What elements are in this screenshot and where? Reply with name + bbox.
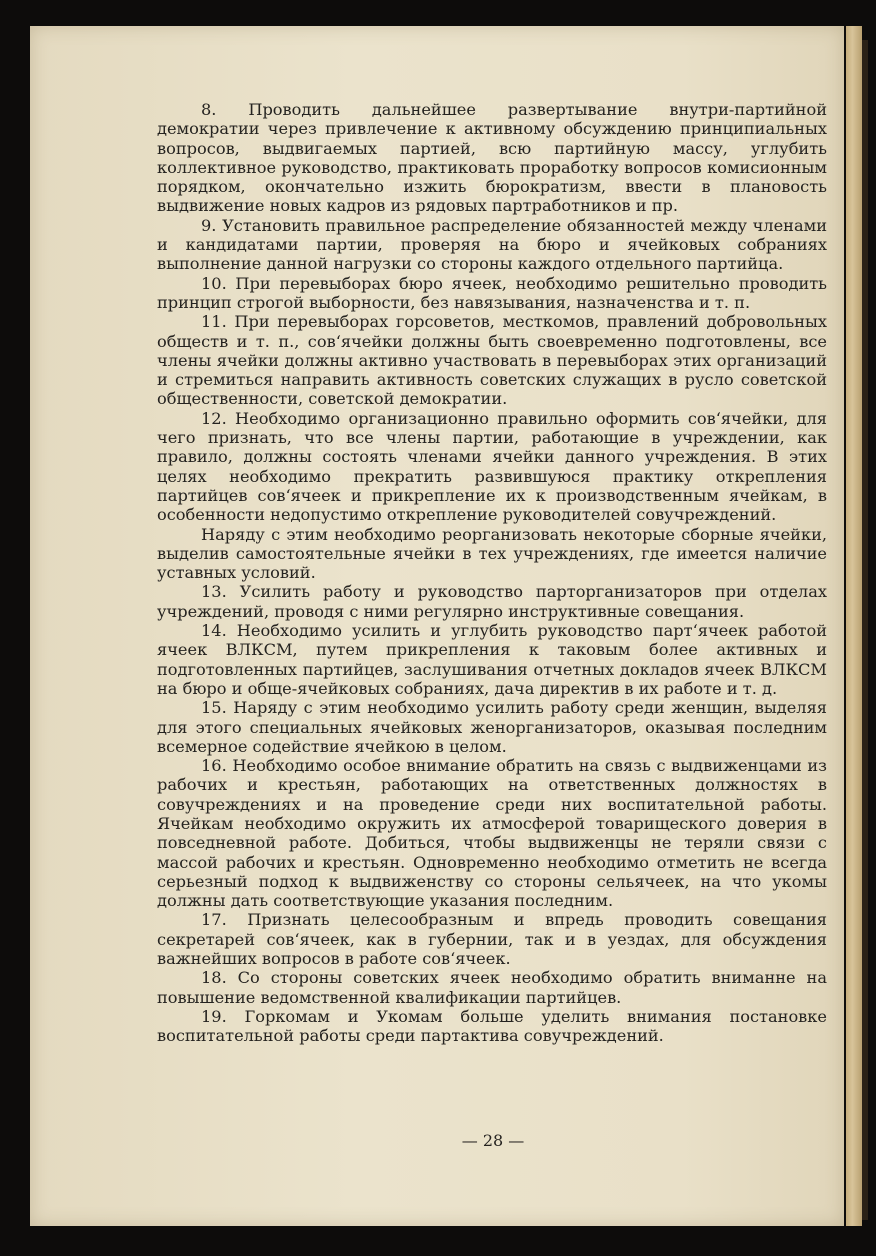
binding-shadow [862,40,868,1220]
paragraph-15: 15. Наряду с этим необходимо усилить работу среди женщин, выделяя для этого специальных ячейковых женорганизаторов, оказывая последним всемерное содействие ячейкою в целом. [157,698,827,756]
paragraph-10: 10. При перевыборах бюро ячеек, необходимо решительно проводить принцип строгой выборности, без навязывания, назначенства и т. п. [157,273,827,312]
paragraph-18: 18. Со стороны советских ячеек необходимо обратить вниманне на повышение ведомственной квалификации партийцев. [157,968,827,1007]
paragraph-12-continued: Наряду с этим необходимо реорганизовать некоторые сборные ячейки, выделив самостоятельные ячейки в тех учреждениях, где имеется наличие уставных условий. [157,524,827,583]
paragraph-17: 17. Признать целесообразным и впредь проводить совещания секретарей сов‘ячеек, как в губернии, так и в уездах, для обсуждения важнейших вопросов в работе сов‘ячеек. [157,910,827,969]
paragraph-9: 9. Установить правильное распределение обязанностей между членами и кандидатами партии, проверяя на бюро и ячейковых собраниях выполнение данной нагрузки со стороны каждого отдельного партийца. [157,215,827,274]
paragraph-12: 12. Необходимо организационно правильно оформить сов‘ячейки, для чего признать, что все члены партии, работающие в учреждении, как правило, должны состоять членами ячейки данного учреждения. В этих целях необходимо прекратить развившуюся практику открепления партийцев сов‘ячеек и прикрепление их к производственным ячейкам, в особенности недопустимо открепление руководителей совучреждений. [157,408,827,525]
page-edge [846,26,862,1226]
paragraph-19: 19. Горкомам и Укомам больше уделить внимания постановке воспитательной работы среди партактива совучреждений. [157,1006,827,1046]
paragraph-14: 14. Необходимо усилить и углубить руководство парт‘ячеек работой ячеек ВЛКСМ, путем прикрепления к таковым более активных и подготовленных партийцев, заслушивания отчетных докладов ячеек ВЛКСМ на бюро и обще-ячейковых собраниях, дача директив в их работе и т. д. [157,621,827,698]
paragraph-8: 8. Проводить дальнейшее развертывание внутри-партийной демократии через привлечение к активному обсуждению принципиальных вопросов, выдвигаемых партией, всю партийную массу, углубить коллективное руководство, практиковать проработку вопросов комисионным порядком, окончательно изжить бюрократизм, ввести в плановость выдвижение новых кадров из рядовых партработников и пр. [157,100,827,216]
paragraph-16: 16. Необходимо особое внимание обратить на связь с выдвиженцами из рабочих и крестьян, работающих на ответственных должностях в совучреждениях и на проведение среди них воспитательной работы. Ячейкам необходимо окружить их атмосферой товарищеского доверия в повседневной работе. Добиться, чтобы выдвиженцы не теряли связи с массой рабочих и крестьян. Одновременно необходимо отметить не всегда серьезный подход к выдвиженству со стороны сельячеек, на что укомы должны дать соответствующие указания последним. [157,756,827,911]
paragraph-13: 13. Усилить работу и руководство парторганизаторов при отделах учреждений, проводя с ними регулярно инструктивные совещания. [157,582,827,621]
document-body [157,100,827,1046]
page-number: — 28 — [461,1131,525,1150]
paragraph-11: 11. При перевыборах горсоветов, месткомов, правлений добровольных обществ и т. п., сов‘ячейки должны быть своевременно подготовлены, все члены ячейки должны активно участвовать в перевыборах этих организаций и стремиться направить активность советских служащих в русло советской общественности, советской демократии. [157,312,827,409]
